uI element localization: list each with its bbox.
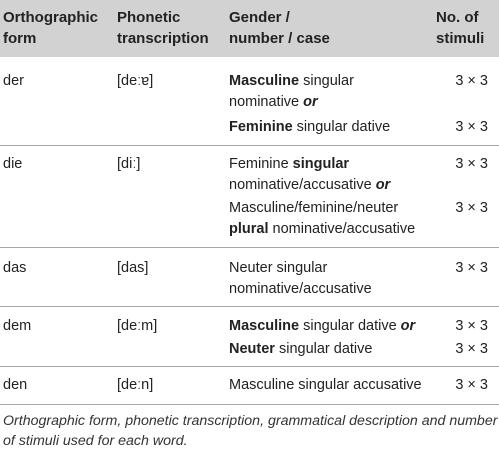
table-cell-stimuli: 3 × 3: [455, 200, 488, 216]
table-cell-phonetic: [das]: [117, 260, 149, 276]
table-cell-form: dem: [3, 318, 32, 334]
grammar-text: Feminine: [229, 156, 293, 172]
table-cell-grammar: [229, 198, 415, 240]
header-label: Gender /: [229, 9, 290, 26]
grammar-text: singular dative: [274, 341, 373, 357]
table-cell-phonetic: [deːn]: [117, 377, 154, 393]
table-cell-phonetic: [deːm]: [117, 318, 158, 334]
table-cell-grammar: [229, 154, 390, 196]
grammar-text: nominative: [229, 94, 304, 110]
table-cell-stimuli: 3 × 3: [455, 341, 488, 357]
table-cell-form: den: [3, 377, 28, 393]
or-connector: or: [375, 177, 391, 193]
header-label: transcription: [117, 30, 209, 47]
bold-term: Masculine: [229, 318, 300, 334]
table-cell-stimuli: 3 × 3: [455, 260, 488, 276]
row-divider: [0, 366, 499, 367]
table-header: [0, 0, 499, 57]
header-label: stimuli: [436, 30, 485, 47]
row-divider: [0, 306, 499, 307]
header-label: No. of: [436, 9, 479, 26]
table-cell-phonetic: [diː]: [117, 156, 141, 172]
header-orthographic-form: [3, 7, 98, 49]
grammar-text: nominative/accusative: [229, 177, 376, 193]
table-caption: Orthographic form, phonetic transcription, grammatical description and number of stimuli used for each word.: [3, 413, 498, 449]
bold-term: plural: [229, 221, 269, 237]
grammar-text: nominative/accusative: [268, 221, 416, 237]
header-label: form: [3, 30, 37, 47]
header-label: Phonetic: [117, 9, 181, 26]
table-cell-form: der: [3, 73, 24, 89]
table-cell-form: die: [3, 156, 23, 172]
table-cell-form: das: [3, 260, 27, 276]
table-cell-grammar: [229, 316, 415, 337]
header-phonetic-transcription: [117, 7, 209, 49]
bold-term: Neuter: [229, 341, 275, 357]
header-label: Orthographic: [3, 9, 99, 26]
bold-term: singular: [292, 156, 350, 172]
table-cell-grammar: [229, 339, 372, 360]
table-cell-stimuli: 3 × 3: [455, 318, 488, 334]
table-cell-grammar: Masculine singular accusative: [229, 377, 422, 393]
table-cell-grammar: [229, 71, 354, 113]
or-connector: or: [303, 94, 318, 110]
table-cell-stimuli: 3 × 3: [455, 377, 488, 393]
table-cell-phonetic: [deːɐ]: [117, 73, 154, 89]
table-cell-stimuli: 3 × 3: [455, 119, 488, 135]
header-no-of-stimuli: [436, 7, 484, 49]
header-gender-number-case: [229, 7, 330, 49]
or-connector: or: [400, 318, 416, 334]
bold-term: Feminine: [229, 119, 293, 135]
bold-term: Masculine: [229, 73, 300, 89]
grammar-text: singular dative: [299, 318, 401, 334]
table-cell-grammar: [229, 258, 372, 300]
grammar-text: nominative/accusative: [229, 281, 372, 297]
grammar-text: Neuter singular: [229, 260, 328, 276]
row-divider: [0, 145, 499, 146]
grammar-text: singular: [299, 73, 354, 89]
grammar-text: singular dative: [292, 119, 391, 135]
header-label: number / case: [229, 30, 330, 47]
table-cell-grammar: [229, 117, 390, 138]
row-divider: [0, 247, 499, 248]
table-cell-stimuli: 3 × 3: [455, 73, 488, 89]
grammar-text: Masculine/feminine/neuter: [229, 200, 399, 216]
table-cell-stimuli: 3 × 3: [455, 156, 488, 172]
table-bottom-rule: [0, 404, 499, 405]
